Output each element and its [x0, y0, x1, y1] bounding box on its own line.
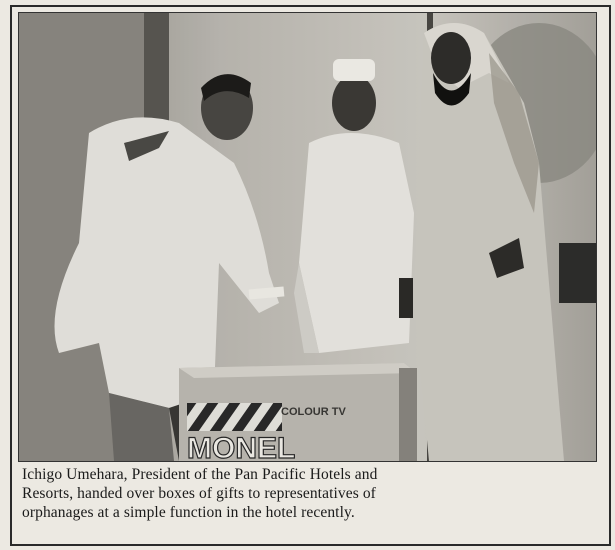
- border-rule-left: [10, 5, 12, 546]
- border-rule-bottom: [10, 544, 611, 546]
- box-brand-text: MONEL: [187, 432, 296, 461]
- caption-line-2: Resorts, handed over boxes of gifts to representatives of: [22, 485, 376, 502]
- border-rule-right: [609, 5, 611, 546]
- box-product-text: COLOUR TV: [281, 406, 346, 418]
- photo-illustration: [19, 13, 596, 461]
- caption-line-1: Ichigo Umehara, President of the Pan Pacific Hotels and: [22, 466, 378, 483]
- border-rule-top: [10, 5, 611, 7]
- photo-caption: [22, 465, 592, 522]
- news-photo: [18, 12, 597, 462]
- caption-line-3: orphanages at a simple function in the hotel recently.: [22, 504, 355, 521]
- photo-grain: [19, 13, 596, 461]
